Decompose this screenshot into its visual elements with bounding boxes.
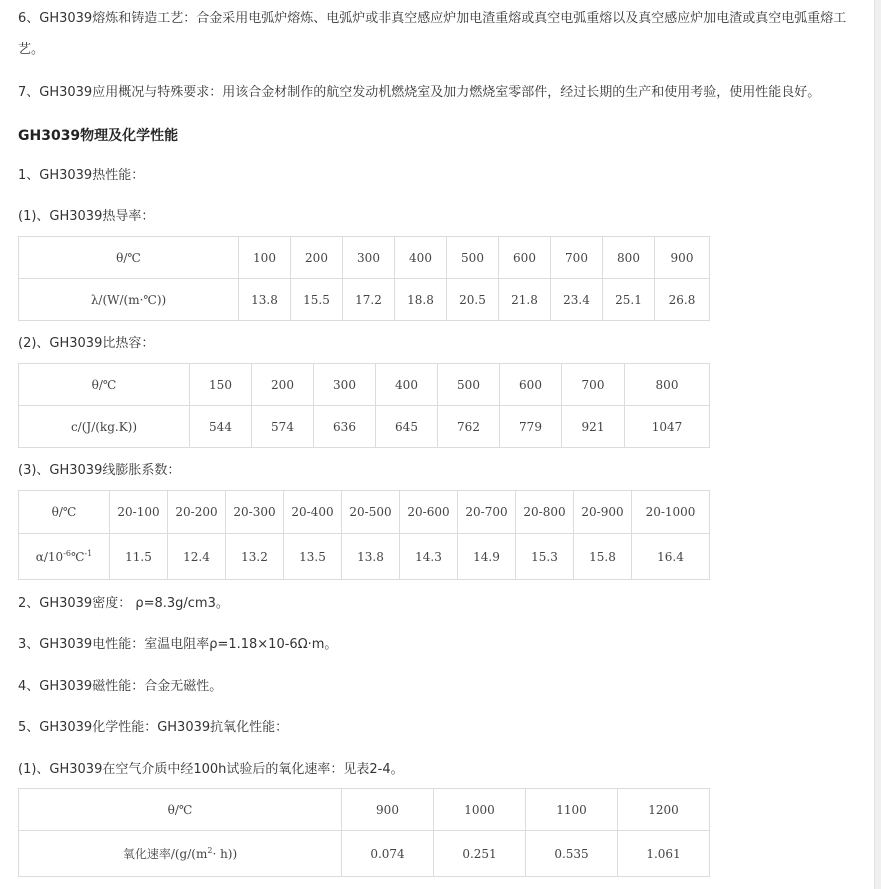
table-cell: 500: [447, 237, 499, 279]
table-cell: 20-1000: [632, 491, 710, 534]
unit-text: ℃: [70, 550, 85, 564]
table-cell: 400: [395, 237, 447, 279]
table-cell: 17.2: [343, 279, 395, 321]
table-cell: 13.2: [226, 534, 284, 580]
table-cell: 0.535: [526, 831, 618, 877]
table-cell: 600: [500, 364, 562, 406]
table-cell: 20-300: [226, 491, 284, 534]
table-cell: 600: [499, 237, 551, 279]
table-cell: 11.5: [110, 534, 168, 580]
table-cell: 26.8: [655, 279, 710, 321]
table-cell: 700: [562, 364, 625, 406]
table-cell: 20-200: [168, 491, 226, 534]
table-cell: 25.1: [603, 279, 655, 321]
table-cell: 1200: [618, 789, 710, 831]
table-cell: θ/℃: [19, 237, 239, 279]
table-row: [19, 364, 710, 406]
table-cell: 0.074: [342, 831, 434, 877]
table-row: [19, 491, 710, 534]
table-cell: 921: [562, 406, 625, 448]
table-cell: 645: [376, 406, 438, 448]
paragraph-chemical: 5、GH3039化学性能：GH3039抗氧化性能：: [18, 720, 289, 735]
table-cell: 14.3: [400, 534, 458, 580]
paragraph-smelting-process-continued: 艺。: [18, 42, 45, 57]
table-cell: 0.251: [434, 831, 526, 877]
table-cell: 800: [603, 237, 655, 279]
table-cell: 20-400: [284, 491, 342, 534]
table-cell: 800: [625, 364, 710, 406]
unit-exponent: -6: [63, 549, 71, 558]
table-cell: 20-500: [342, 491, 400, 534]
table-cell: 20-100: [110, 491, 168, 534]
table-cell: 900: [342, 789, 434, 831]
table-cell: 18.8: [395, 279, 447, 321]
paragraph-electrical: 3、GH3039电性能：室温电阻率ρ=1.18×10-6Ω·m。: [18, 637, 338, 652]
table-cell: 1100: [526, 789, 618, 831]
paragraph-smelting-process: 6、GH3039熔炼和铸造工艺：合金采用电弧炉熔炼、电弧炉或非真空感应炉加电渣重熔或真空电弧重熔以及真空感应炉加电渣或真空电弧重熔工: [18, 11, 847, 26]
table-cell: 636: [314, 406, 376, 448]
table-cell: 13.5: [284, 534, 342, 580]
table-cell: 20-700: [458, 491, 516, 534]
section-heading: GH3039物理及化学性能: [18, 128, 179, 144]
table-cell: 500: [438, 364, 500, 406]
table-row: [19, 789, 710, 831]
table-label-linear-expansion: (3)、GH3039线膨胀系数：: [18, 463, 181, 478]
table-cell: 20-900: [574, 491, 632, 534]
table-cell: 100: [239, 237, 291, 279]
table-cell-expansion-unit: [19, 534, 110, 580]
unit-exponent: -1: [84, 549, 93, 558]
unit-text: · h)): [212, 847, 238, 861]
table-row: [19, 534, 710, 580]
table-cell: c/(J/(kg.K)): [19, 406, 190, 448]
unit-text: α/10: [35, 550, 64, 564]
table-cell: 779: [500, 406, 562, 448]
table-cell: 200: [252, 364, 314, 406]
table-cell: 12.4: [168, 534, 226, 580]
page-scrollbar[interactable]: [874, 0, 881, 889]
table-cell: 23.4: [551, 279, 603, 321]
linear-expansion-table: [18, 490, 710, 580]
table-row: [19, 831, 710, 877]
table-cell: 20-600: [400, 491, 458, 534]
specific-heat-table: [18, 363, 710, 448]
table-cell: 900: [655, 237, 710, 279]
table-cell: λ/(W/(m·℃)): [19, 279, 239, 321]
table-row: [19, 237, 710, 279]
paragraph-density: 2、GH3039密度： ρ=8.3g/cm3。: [18, 596, 229, 611]
table-cell: θ/℃: [19, 491, 110, 534]
table-cell: 1047: [625, 406, 710, 448]
table-cell: 20.5: [447, 279, 499, 321]
table-label-thermal-conductivity: (1)、GH3039热导率：: [18, 209, 155, 224]
table-cell: 544: [190, 406, 252, 448]
table-row: [19, 279, 710, 321]
table-cell: 300: [343, 237, 395, 279]
table-cell: 16.4: [632, 534, 710, 580]
table-cell: 15.8: [574, 534, 632, 580]
unit-text: 氧化速率/(g/(m: [122, 847, 208, 861]
table-cell: 20-800: [516, 491, 574, 534]
table-cell: 13.8: [342, 534, 400, 580]
table-cell: 300: [314, 364, 376, 406]
table-cell: 14.9: [458, 534, 516, 580]
paragraph-thermal-properties: 1、GH3039热性能：: [18, 168, 145, 183]
oxidation-rate-table: [18, 788, 710, 877]
table-cell: 762: [438, 406, 500, 448]
table-cell: θ/℃: [19, 364, 190, 406]
table-cell-oxidation-unit: [19, 831, 342, 877]
table-cell: 15.3: [516, 534, 574, 580]
unit-exponent: 2: [207, 846, 213, 855]
table-cell: 200: [291, 237, 343, 279]
table-cell: 150: [190, 364, 252, 406]
paragraph-magnetic: 4、GH3039磁性能：合金无磁性。: [18, 679, 223, 694]
table-cell: 15.5: [291, 279, 343, 321]
table-cell: 574: [252, 406, 314, 448]
thermal-conductivity-table: [18, 236, 710, 321]
table-cell: θ/℃: [19, 789, 342, 831]
table-cell: 1000: [434, 789, 526, 831]
table-label-oxidation-rate: (1)、GH3039在空气介质中经100h试验后的氧化速率：见表2-4。: [18, 762, 404, 777]
table-cell: 1.061: [618, 831, 710, 877]
table-label-specific-heat: (2)、GH3039比热容：: [18, 336, 155, 351]
table-cell: 13.8: [239, 279, 291, 321]
table-cell: 700: [551, 237, 603, 279]
table-cell: 400: [376, 364, 438, 406]
table-row: [19, 406, 710, 448]
table-cell: 21.8: [499, 279, 551, 321]
paragraph-application: 7、GH3039应用概况与特殊要求：用该合金材制作的航空发动机燃烧室及加力燃烧室零部件，经过长期的生产和使用考验，使用性能良好。: [18, 85, 821, 100]
